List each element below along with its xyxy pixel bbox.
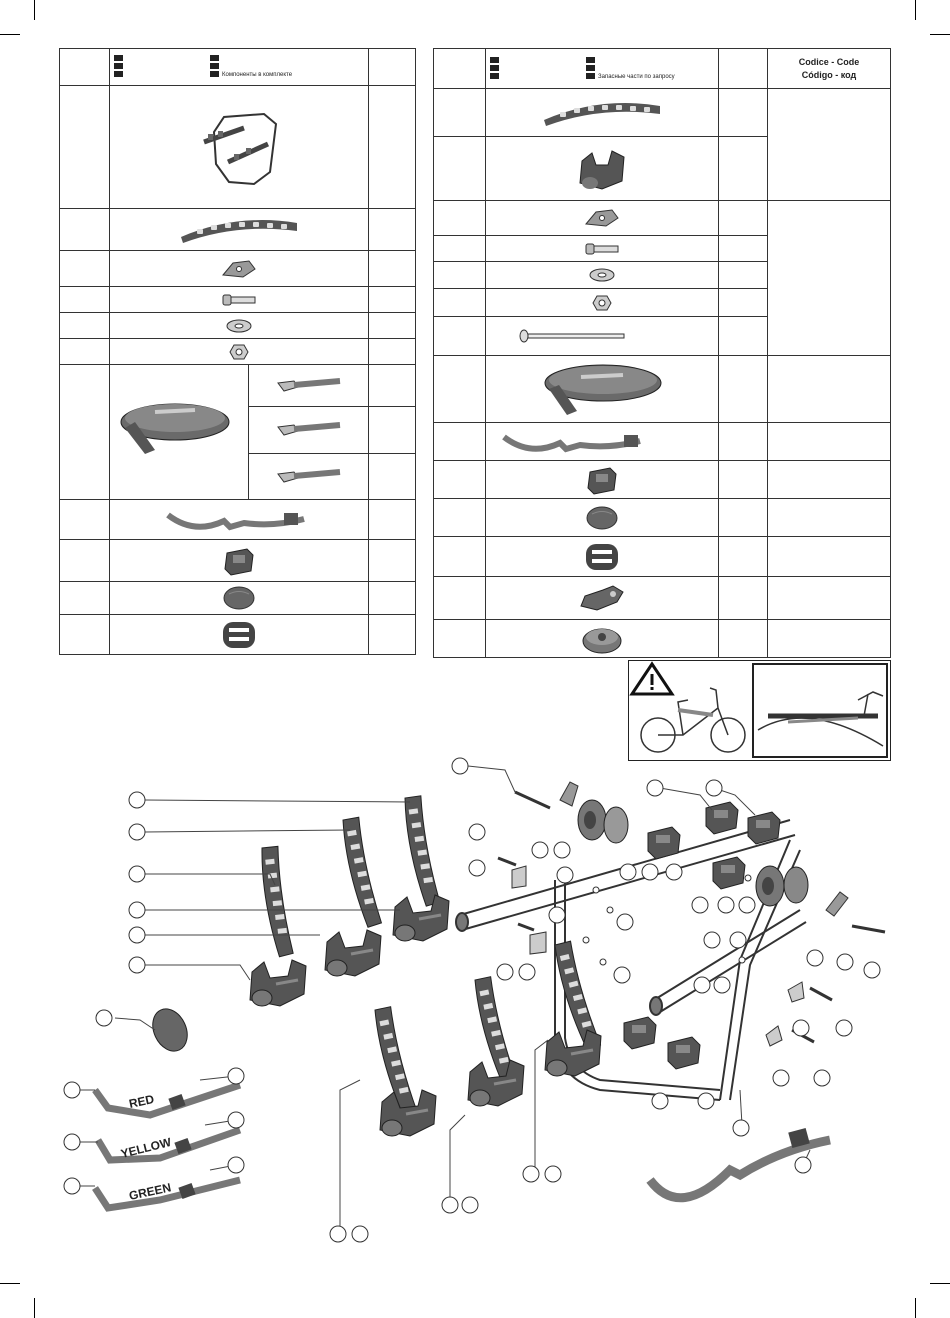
wheel-strap (260, 846, 293, 958)
table-row (60, 582, 110, 615)
tube-cap-square-illustration (486, 461, 719, 499)
table-header-cell (369, 49, 416, 86)
bolt-illustration (486, 236, 719, 262)
table-row (369, 209, 416, 251)
table-row (369, 86, 416, 209)
table-row (434, 620, 486, 658)
table-row (719, 137, 768, 201)
table-row (434, 499, 486, 537)
crop-mark (34, 1298, 35, 1318)
table-row (719, 201, 768, 236)
tube-cap-square (668, 1037, 700, 1069)
code-column-header (768, 49, 891, 89)
frame-strap-illustration (110, 365, 249, 500)
crop-mark (34, 0, 35, 20)
clamp-plate-illustration (486, 201, 719, 236)
table-row (719, 89, 768, 137)
table-row (719, 537, 768, 577)
table-row (369, 454, 416, 500)
table-row (434, 262, 486, 289)
table-row (369, 339, 416, 365)
table-row (434, 137, 486, 201)
tube-end-cap-illustration (486, 577, 719, 620)
clamp-plate-illustration (110, 251, 369, 287)
crop-mark (0, 34, 20, 35)
wheel-holder (325, 930, 381, 976)
table-row (60, 365, 110, 500)
table-row (719, 356, 768, 423)
table-header-cell (434, 49, 486, 89)
bolt-illustration (110, 287, 369, 313)
crop-mark (0, 1283, 20, 1284)
table-row (369, 540, 416, 582)
code-cell (768, 89, 891, 201)
washer-illustration (486, 262, 719, 289)
wheel-holder (250, 960, 306, 1006)
table-row (60, 86, 110, 209)
code-cell (768, 499, 891, 537)
tube-cap-square (624, 1017, 656, 1049)
frame-strap-yellow-illustration (249, 407, 369, 454)
table-row (434, 423, 486, 461)
table-row (369, 251, 416, 287)
table-row (434, 577, 486, 620)
code-cell (768, 620, 891, 658)
table-row (369, 287, 416, 313)
code-cell (768, 423, 891, 461)
code-cell (768, 577, 891, 620)
table-header-cell (60, 49, 110, 86)
buckle-ring-illustration (110, 615, 369, 655)
exploded-assembly-diagram (0, 660, 950, 1260)
table-row (434, 201, 486, 236)
wheel-holder (393, 895, 449, 941)
table-row (434, 317, 486, 356)
table-row (719, 461, 768, 499)
table-row (719, 423, 768, 461)
frame-strap-illustration (486, 356, 719, 423)
strap-with-buckle-illustration (486, 423, 719, 461)
buckle-ring-illustration (486, 537, 719, 577)
table-row (60, 339, 110, 365)
table-row (369, 582, 416, 615)
frame-strap-red-illustration (249, 365, 369, 407)
tube-cap-square (748, 812, 780, 844)
wheel-holder-illustration (486, 137, 719, 201)
table-header-cell (719, 49, 768, 89)
code-header-line-1: Codice - Code (798, 56, 860, 67)
table-row (60, 251, 110, 287)
crop-mark (930, 1283, 950, 1284)
code-cell (768, 537, 891, 577)
table-row (719, 577, 768, 620)
strap-color-label-green: GREEN (127, 1180, 173, 1203)
wheel-holder (545, 1030, 601, 1076)
table-row (60, 313, 110, 339)
table-row (60, 500, 110, 540)
wheel-strap-illustration (110, 209, 369, 251)
leader-lines (72, 766, 810, 1230)
table-row (434, 537, 486, 577)
table-row (369, 365, 416, 407)
crop-mark (915, 0, 916, 20)
wheel-strap (403, 795, 440, 907)
wheel-strap (341, 817, 382, 929)
end-plug-oval-illustration (110, 582, 369, 615)
code-cell (768, 201, 891, 356)
table-row (434, 236, 486, 262)
strap-color-label-red: RED (127, 1091, 156, 1111)
table-row (719, 262, 768, 289)
knob-illustration (486, 620, 719, 658)
table-row (719, 499, 768, 537)
included-components-table (59, 48, 416, 655)
table-row (434, 289, 486, 317)
table-row (369, 313, 416, 339)
table-row (60, 615, 110, 655)
frame-strap-green-illustration (249, 454, 369, 500)
tube-cap-square-illustration (110, 540, 369, 582)
table-row (434, 356, 486, 423)
strap-with-buckle-illustration (110, 500, 369, 540)
table-row (60, 209, 110, 251)
crop-mark (930, 34, 950, 35)
table-row (434, 461, 486, 499)
table-row (60, 540, 110, 582)
table-row (719, 236, 768, 262)
spare-parts-table (433, 48, 891, 658)
tube-cap-square (713, 857, 745, 889)
table-row (369, 500, 416, 540)
end-plug-oval-illustration (486, 499, 719, 537)
table-legend: Запасные части по запросу (486, 49, 719, 89)
wheel-strap-illustration (486, 89, 719, 137)
code-cell (768, 461, 891, 499)
strap-color-label-yellow: YELLOW (119, 1134, 173, 1161)
table-row (719, 289, 768, 317)
washer-illustration (110, 313, 369, 339)
end-plug-oval (146, 1003, 194, 1056)
crop-mark (915, 1298, 916, 1318)
code-header-line-2: Código - код (801, 69, 857, 80)
table-row (60, 287, 110, 313)
nut-illustration (486, 289, 719, 317)
table-row (719, 620, 768, 658)
table-row (369, 615, 416, 655)
bike-carrier-frame-illustration (110, 86, 369, 209)
table-row (719, 317, 768, 356)
code-cell (768, 356, 891, 423)
tube-cap-square (706, 802, 738, 834)
tube-cap-square (648, 827, 680, 859)
nut-illustration (110, 339, 369, 365)
table-row (369, 407, 416, 454)
table-row (434, 89, 486, 137)
table-legend: Компоненты в комплекте (110, 49, 369, 86)
long-bolt-illustration (486, 317, 719, 356)
